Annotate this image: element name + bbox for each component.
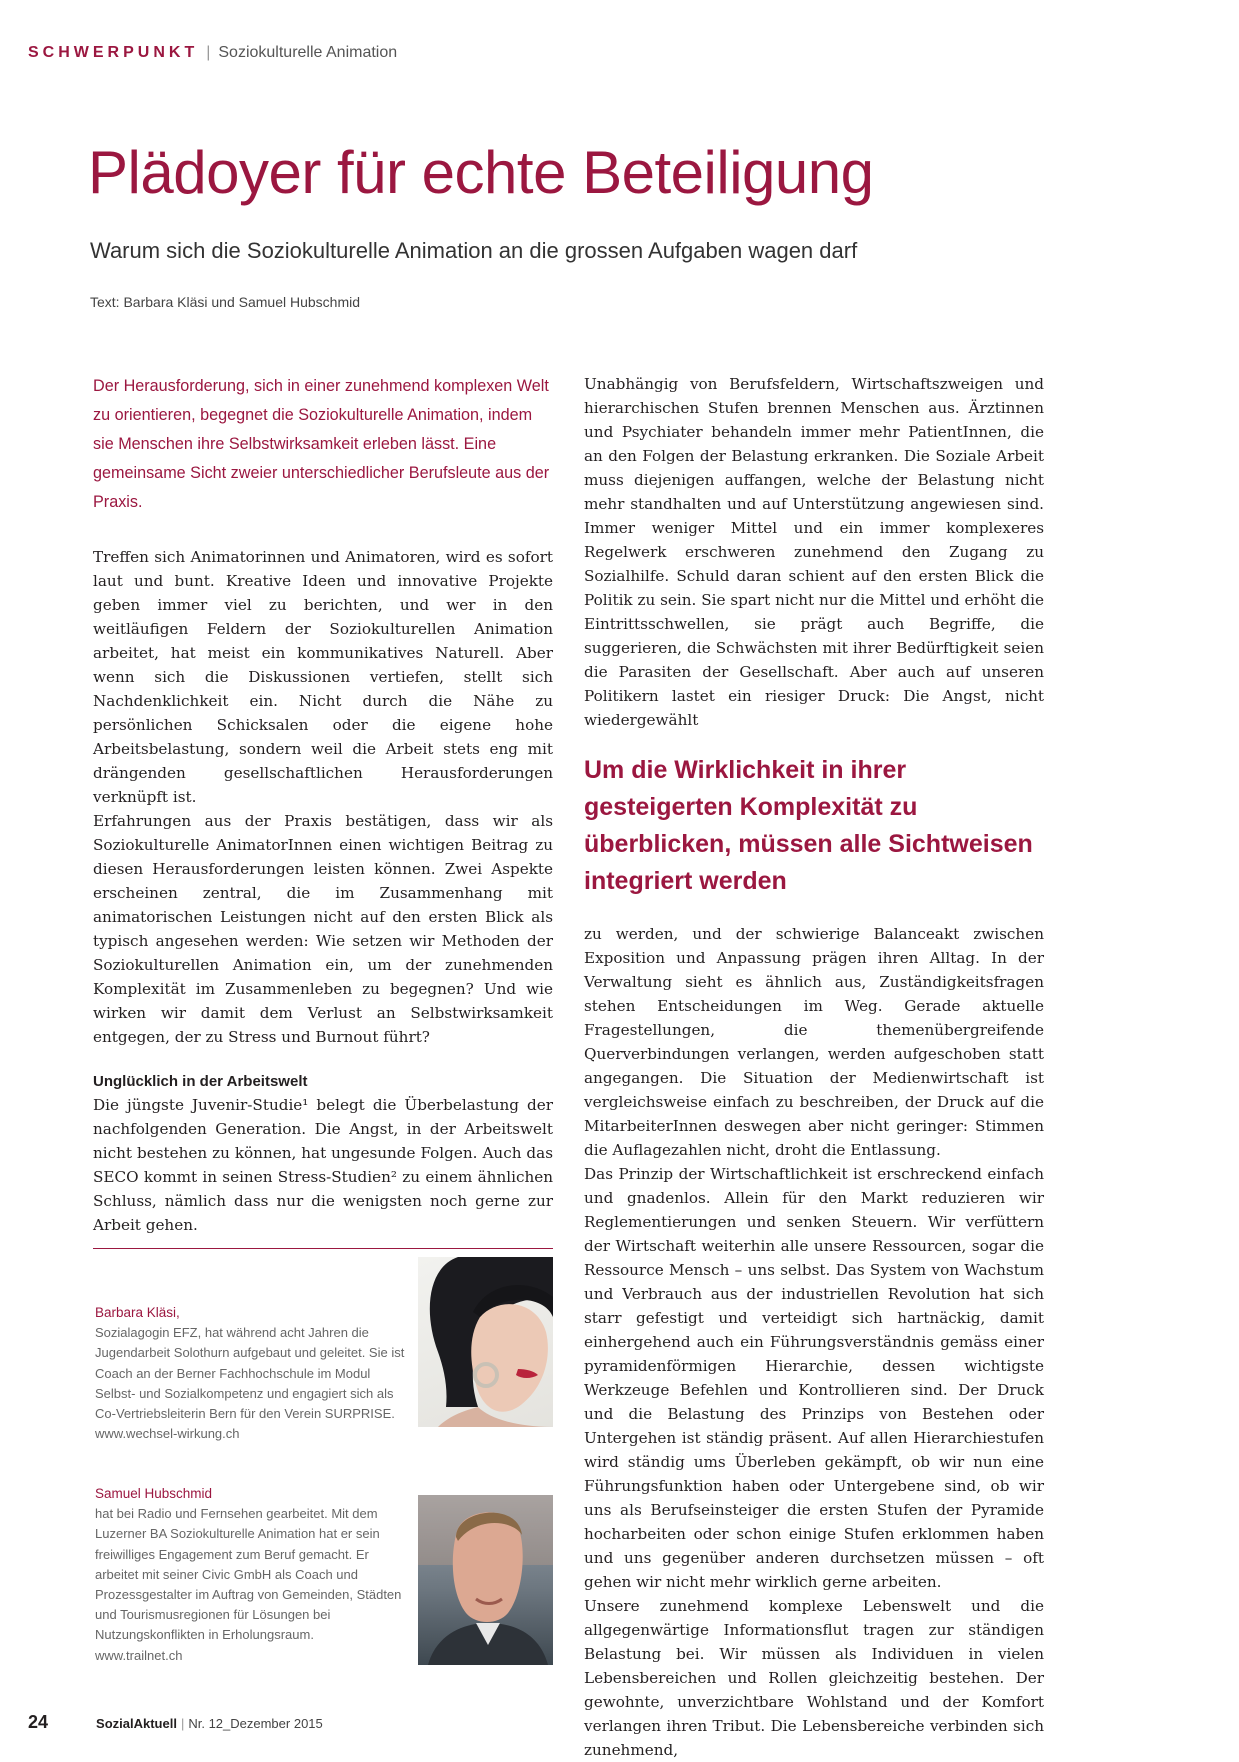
body-paragraph: Das Prinzip der Wirtschaftlichkeit ist erschreckend einfach und gnadenlos. Allein für den Markt reduzieren wir Reglementierungen und senken Steuern. Wir verfüttern der Wirtschaft weiterhin alle unsere Ressourcen, sogar die Ressource Mensch – uns selbst. Das System von Wachstum und Verbrauch aus der industriellen Revolution hat sich starr gefestigt und verteidigt sich hartnäckig, damit einhergehend auch ein Führungsverständnis gemäss einer pyramidenförmigen Hierarchie, dessen wichtigste Werkzeuge Befehlen und Kontrollieren sind. Der Druck und die Belastung des Prinzips von Bestehen oder Untergehen ist ständig präsent. Auf allen Hierarchiestufen wird ständig ums Überleben gekämpft, ob wir nun eine Führungsfunktion haben oder Untergebene sind, ob wir uns als Berufseinsteiger die ersten Stufen der Pyramide hocharbeiten oder schon einige Stufen erklommen haben und uns gegenüber anderen durchsetzen müssen – oft gehen wir nicht mehr wirklich gerne arbeiten. (584, 1165, 1044, 1591)
article-subtitle: Warum sich die Soziokulturelle Animation an die grossen Aufgaben wagen darf (90, 238, 858, 263)
magazine-name: SozialAktuell (96, 1716, 177, 1731)
author-name: Barbara Kläsi, (95, 1305, 180, 1320)
issue-info: Nr. 12_Dezember 2015 (188, 1716, 323, 1731)
pull-quote: Um die Wirklichkeit in ihrer gesteigerten Komplexität zu überblicken, müssen alle Sichtweisen integriert werden (584, 756, 1033, 895)
header-separator: | (206, 44, 211, 61)
left-column (93, 372, 553, 1237)
body-paragraph: Treffen sich Animatorinnen und Animatoren, wird es sofort laut und bunt. Kreative Ideen und innovative Projekte geben immer viel zu berichten, und wer in den weitläufigen Feldern der Soziokulturellen Animation arbeitet, hat meist ein kommunikatives Naturell. Aber wenn sich die Diskussionen vertiefen, stellt sich Nachdenklichkeit ein. Nicht durch die Nähe zu persönlichen Schicksalen oder die eigene hohe Arbeitsbelastung, sondern weil die Arbeit stets eng mit drängenden gesellschaftlichen Herausforderungen verknüpft ist. (93, 548, 553, 806)
author-website[interactable]: www.wechsel-wirkung.ch (95, 1426, 240, 1442)
lead-paragraph: Der Herausforderung, sich in einer zunehmend komplexen Welt zu orientieren, begegnet die Soziokulturelle Animation, indem sie Menschen ihre Selbstwirksamkeit erleben lässt. Eine gemeinsame Sicht zweier unterschiedlicher Berufsleute aus der Praxis. (93, 377, 550, 511)
author-description: hat bei Radio und Fernsehen gearbeitet. Mit dem Luzerner BA Soziokulturelle Animation hat er sein freiwilliges Engagement zum Beruf gemacht. Er arbeitet mit seiner Civic GmbH als Coach und Prozessgestalter im Auftrag von Gemeinden, Städten und Tourismusregionen für Lösungen bei Nutzungskonflikten in Erholungsraum. (95, 1506, 402, 1643)
footer-separator: | (180, 1716, 185, 1731)
byline: Text: Barbara Kläsi und Samuel Hubschmid (90, 294, 361, 310)
body-paragraph: zu werden, und der schwierige Balanceakt zwischen Exposition und Anpassung prägen ihren Alltag. In der Verwaltung sieht es ähnlich aus, Zuständigkeitsfragen stehen Entscheidungen im Weg. Gerade aktuelle Fragestellungen, die themenübergreifende Querverbindungen verlangen, werden aufgeschoben statt angegangen. Die Situation der Medienwirtschaft ist vergleichsweise einfach zu beschreiben, der Druck auf die MitarbeiterInnen deswegen aber nicht geringer: Stimmen die Auflagezahlen nicht, droht die Entlassung. (584, 925, 1044, 1159)
body-paragraph: Unabhängig von Berufsfeldern, Wirtschaftszweigen und hierarchischen Stufen brennen Menschen aus. Ärztinnen und Psychiater behandeln immer mehr PatientInnen, die an den Folgen der Belastung erkranken. Die Soziale Arbeit muss diejenigen auffangen, welche der Belastung nicht mehr standhalten und auf Unterstützung angewiesen sind. Immer weniger Mittel und ein immer komplexeres Regelwerk erschweren zunehmend den Zugang zu Sozialhilfe. Schuld daran schient auf den ersten Blick die Politik zu sein. Sie spart nicht nur die Mittel und erhöht die Eintrittsschwellen, sie prägt auch Begriffe, die suggerieren, die Schwächsten mit ihrer Bedürftigkeit seien die Parasiten der Gesellschaft. Aber auch auf unseren Politikern lastet ein riesiger Druck: Die Angst, nicht wiedergewählt (584, 375, 1044, 729)
author-bio (95, 1303, 405, 1444)
author-photo (418, 1257, 553, 1427)
author-photo (418, 1495, 553, 1665)
section-subhead: Unglücklich in der Arbeitswelt (93, 1073, 308, 1090)
header-topic: Soziokulturelle Animation (218, 44, 398, 61)
body-paragraph: Die jüngste Juvenir-Studie¹ belegt die Überbelastung der nachfolgenden Generation. Die Angst, in der Arbeitswelt nicht bestehen zu können, hat ungesunde Folgen. Auch das SECO kommt in seinen Stress-Studien² zu einem ähnlichen Schluss, nämlich dass nur die wenigsten noch gerne zur Arbeit gehen. (93, 1096, 553, 1234)
body-paragraph: Erfahrungen aus der Praxis bestätigen, dass wir als Soziokulturelle AnimatorInnen einen wichtigen Beitrag zu diesen Herausforderungen leisten können. Zwei Aspekte erscheinen zentral, die im Zusammenhang mit animatorischen Leistungen nicht auf den ersten Blick als typisch angesehen werden: Wie setzen wir Methoden der Soziokulturellen Animation ein, um der zunehmenden Komplexität im Zusammenleben zu begegnen? Und wie wirken wir damit dem Verlust an Selbstwirksamkeit entgegen, der zu Stress und Burnout führt? (93, 812, 553, 1046)
author-bio (95, 1484, 405, 1666)
running-header (28, 44, 397, 62)
section-kicker: SCHWERPUNKT (28, 44, 199, 61)
page-number: 24 (28, 1712, 49, 1732)
page-footer (28, 1712, 323, 1733)
body-paragraph: Unsere zunehmend komplexe Lebenswelt und die allgegenwärtige Informationsflut tragen zur ständigen Belastung bei. Wir müssen als Individuen in vielen Lebensbereichen und Rollen gleichzeitig bestehen. Der gewohnte, unverzichtbare Wohlstand und der Komfort verlangen ihren Tribut. Die Lebensbereiche verbinden sich zunehmend, (584, 1597, 1044, 1759)
right-column (584, 372, 1044, 1762)
article-title: Plädoyer für echte Beteiligung (88, 139, 874, 206)
author-description: Sozialagogin EFZ, hat während acht Jahren die Jugendarbeit Solothurn aufgebaut und geleitet. Sie ist Coach an der Berner Fachhochschule im Modul Selbst- und Sozialkompetenz und engagiert sich als Co-Vertriebsleiterin Bern für den Verein SURPRISE. (95, 1325, 405, 1422)
author-website[interactable]: www.trailnet.ch (95, 1647, 183, 1663)
author-name: Samuel Hubschmid (95, 1486, 213, 1501)
bio-divider (93, 1248, 553, 1249)
